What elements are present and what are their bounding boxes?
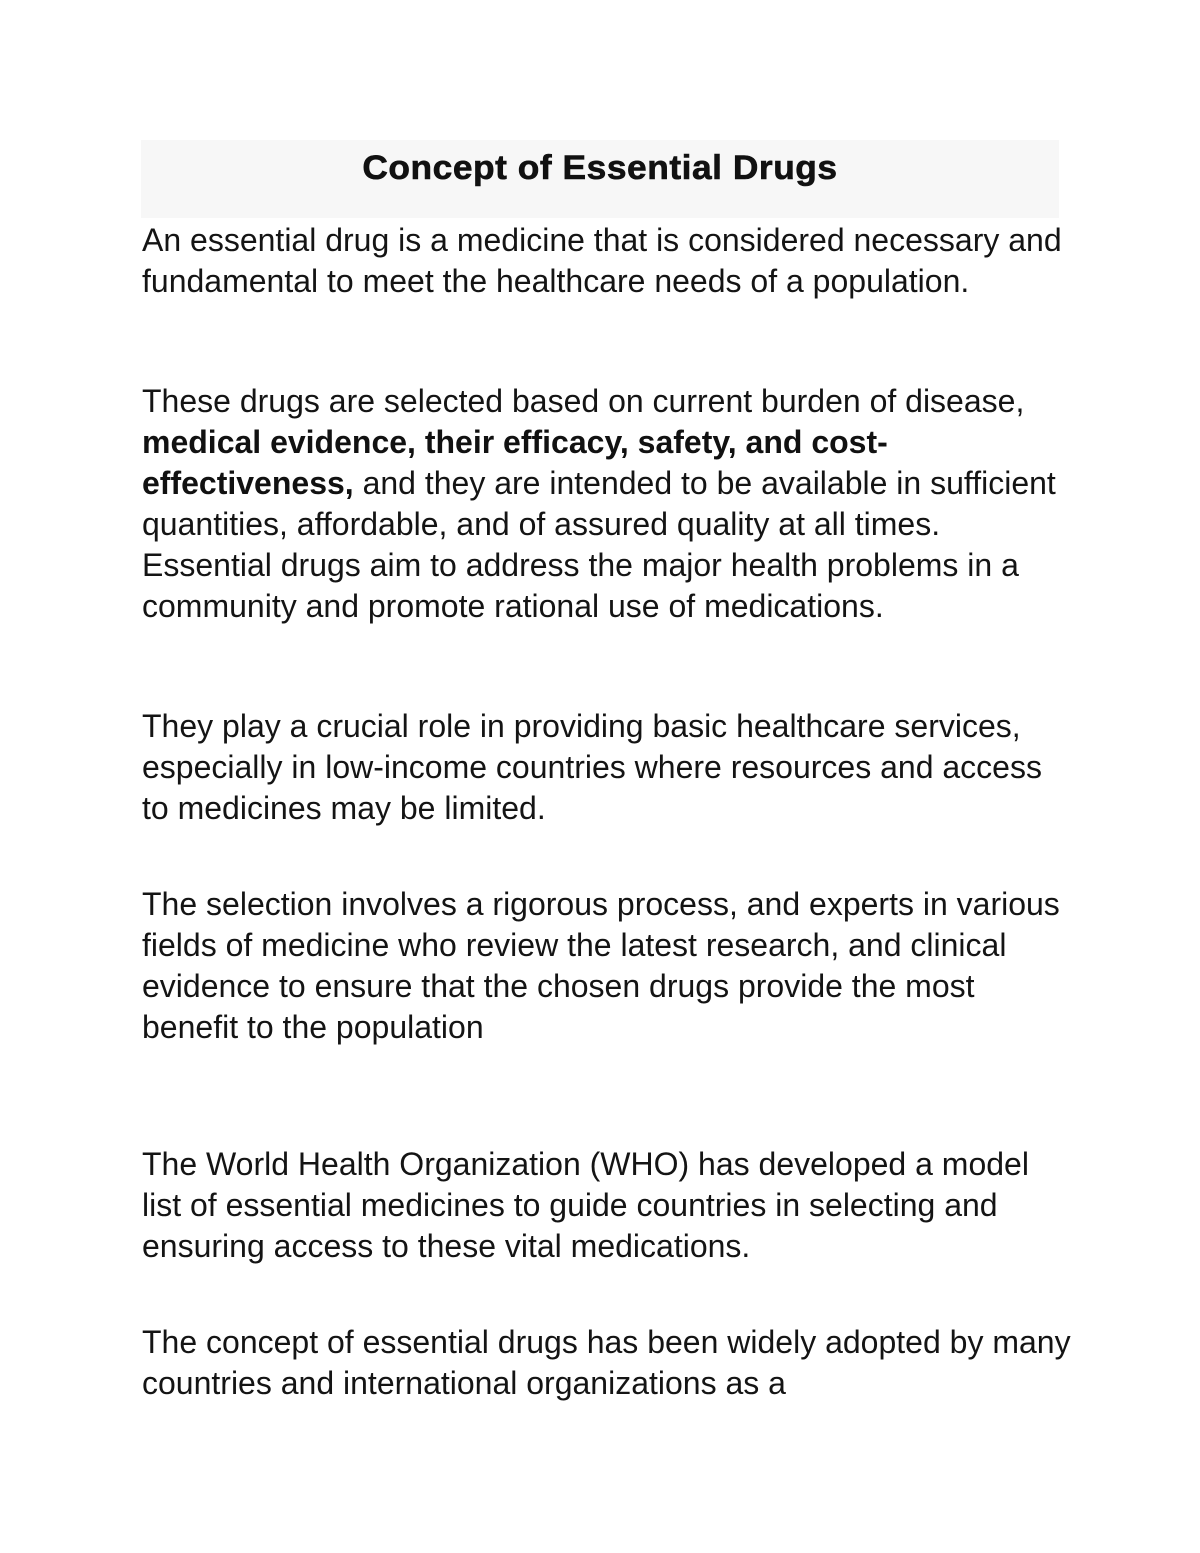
- paragraph-role: They play a crucial role in providing basic healthcare services, especially in low-income countries where resources and access to medicines may be limited.: [142, 708, 1042, 826]
- paragraph-text: and they are intended to be available in sufficient quantities, affordable, and of assured quality at all times.: [142, 465, 1056, 542]
- bold-criteria: medical evidence, their efficacy, safety, and cost-effectiveness,: [142, 424, 888, 501]
- paragraph-selection-process: The selection involves a rigorous process, and experts in various fields of medicine who review the latest research, and clinical evidence to ensure that the chosen drugs provide the most benefit to the population: [142, 886, 1060, 1045]
- paragraph-selection-criteria: [142, 381, 1072, 627]
- paragraph-who: The World Health Organization (WHO) has developed a model list of essential medicines to guide countries in selecting and ensuring access to these vital medications.: [142, 1146, 1029, 1264]
- paragraph-definition: An essential drug is a medicine that is considered necessary and fundamental to meet the healthcare needs of a population.: [142, 222, 1062, 299]
- paragraph-adoption: The concept of essential drugs has been widely adopted by many countries and international organizations as a: [142, 1324, 1071, 1401]
- document-title: Concept of Essential Drugs: [362, 149, 838, 187]
- paragraph-text: Essential drugs aim to address the major health problems in a community and promote rational use of medications.: [142, 547, 1019, 624]
- paragraph-text: These drugs are selected based on current burden of disease,: [142, 383, 1025, 419]
